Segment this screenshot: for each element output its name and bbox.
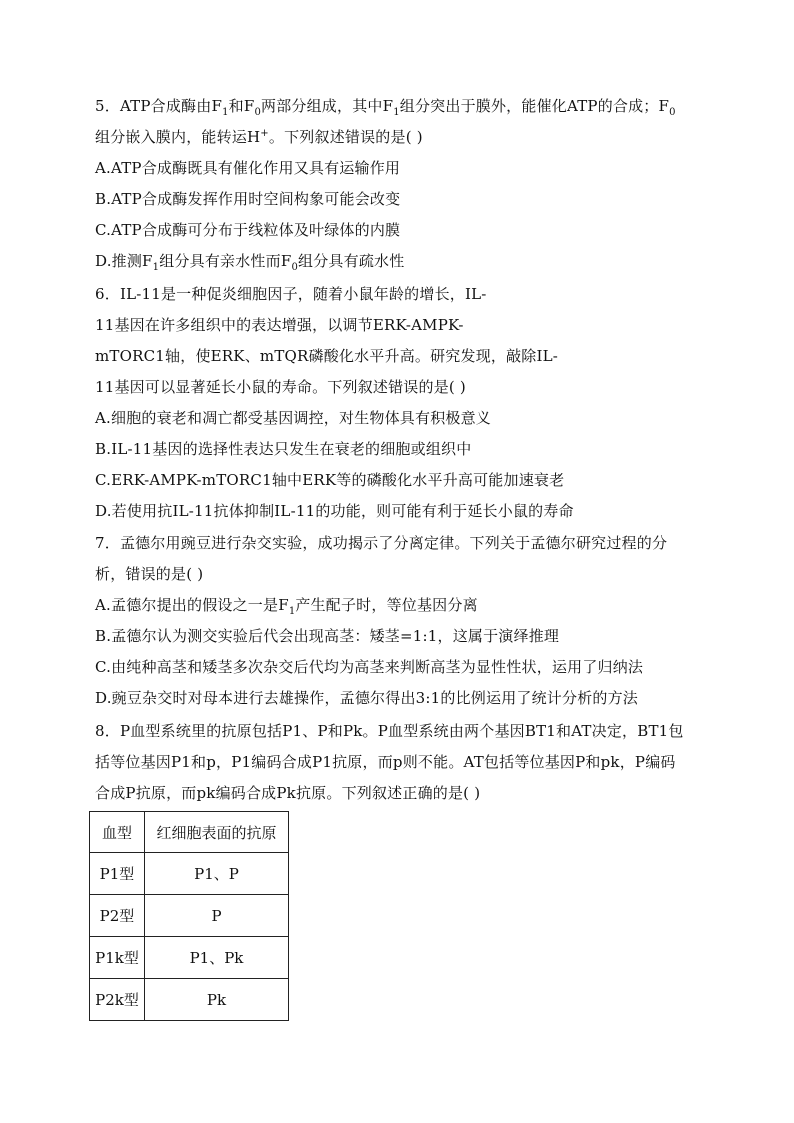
cell-blood-type: P2型 [90,895,145,937]
cell-blood-type: P1型 [90,853,145,895]
q8-stem-line-2: 括等位基因P1和p，P1编码合成P1抗原，而p则不能。AT包括等位基因P和pk，P编码 [95,753,676,771]
cell-antigens: P1、P [145,853,289,895]
q6-stem-line-4: 11基因可以显著延长小鼠的寿命。下列叙述错误的是( ) [95,378,466,396]
cell-blood-type: P1k型 [90,937,145,979]
q5-stem-line-2: 组分嵌入膜内，能转运H+。下列叙述错误的是( ) [95,128,423,146]
q7-stem-line-1: 7．孟德尔用豌豆进行杂交实验，成功揭示了分离定律。下列关于孟德尔研究过程的分 [95,534,668,552]
q6-stem-line-1: 6．IL-11是一种促炎细胞因子，随着小鼠年龄的增长，IL- [95,285,487,303]
table-row [90,895,289,937]
q7-option-a: A.孟德尔提出的假设之一是$F_1$产生配子时，等位基因分离 [95,596,478,617]
q6-option-c: C.ERK-AMPK-mTORC1轴中ERK等的磷酸化水平升高可能加速衰老 [95,471,565,489]
blood-type-table [89,811,289,1021]
table-header-row [90,812,289,853]
q6-option-a: A.细胞的衰老和凋亡都受基因调控，对生物体具有积极意义 [95,409,492,427]
q8-stem-line-1: 8．P血型系统里的抗原包括P1、P和Pk。P血型系统由两个基因BT1和AT决定，BT1包 [95,722,684,740]
cell-antigens: P [145,895,289,937]
table-row [90,979,289,1021]
q6-stem-line-2: 11基因在许多组织中的表达增强，以调节ERK-AMPK- [95,316,464,334]
header-blood-type: 血型 [90,812,145,853]
q7-stem-line-2: 析，错误的是( ) [95,565,204,583]
q7-option-b: B.孟德尔认为测交实验后代会出现高茎：矮茎=1:1，这属于演绎推理 [95,627,560,645]
q7-option-c: C.由纯种高茎和矮茎多次杂交后代均为高茎来判断高茎为显性性状，运用了归纳法 [95,658,644,676]
cell-antigens: P1、Pk [145,937,289,979]
cell-blood-type: P2k型 [90,979,145,1021]
q6-option-d: D.若使用抗IL-11抗体抑制IL-11的功能，则可能有利于延长小鼠的寿命 [95,502,574,520]
table-row [90,937,289,979]
q5-stem-line-1: 5．ATP合成酶由$F_1$和$F_0$两部分组成，其中$F_1$组分突出于膜外，能催化ATP的合成；$F_0$ [95,97,676,118]
q6-stem-line-3: mTORC1轴，使ERK、mTQR磷酸化水平升高。研究发现，敲除IL- [95,347,559,365]
q5-option-b: B.ATP合成酶发挥作用时空间构象可能会改变 [95,190,401,208]
q8-stem-line-3: 合成P抗原，而pk编码合成Pk抗原。下列叙述正确的是( ) [95,784,481,802]
cell-antigens: Pk [145,979,289,1021]
header-antigens: 红细胞表面的抗原 [145,812,289,853]
q7-option-d: D.豌豆杂交时对母本进行去雄操作，孟德尔得出3:1的比例运用了统计分析的方法 [95,689,639,707]
q5-option-a: A.ATP合成酶既具有催化作用又具有运输作用 [95,159,401,177]
table-row [90,853,289,895]
q5-option-c: C.ATP合成酶可分布于线粒体及叶绿体的内膜 [95,221,401,239]
q6-option-b: B.IL-11基因的选择性表达只发生在衰老的细胞或组织中 [95,440,472,458]
q5-option-d: D.推测$F_1$组分具有亲水性而$F_0$组分具有疏水性 [95,252,405,273]
